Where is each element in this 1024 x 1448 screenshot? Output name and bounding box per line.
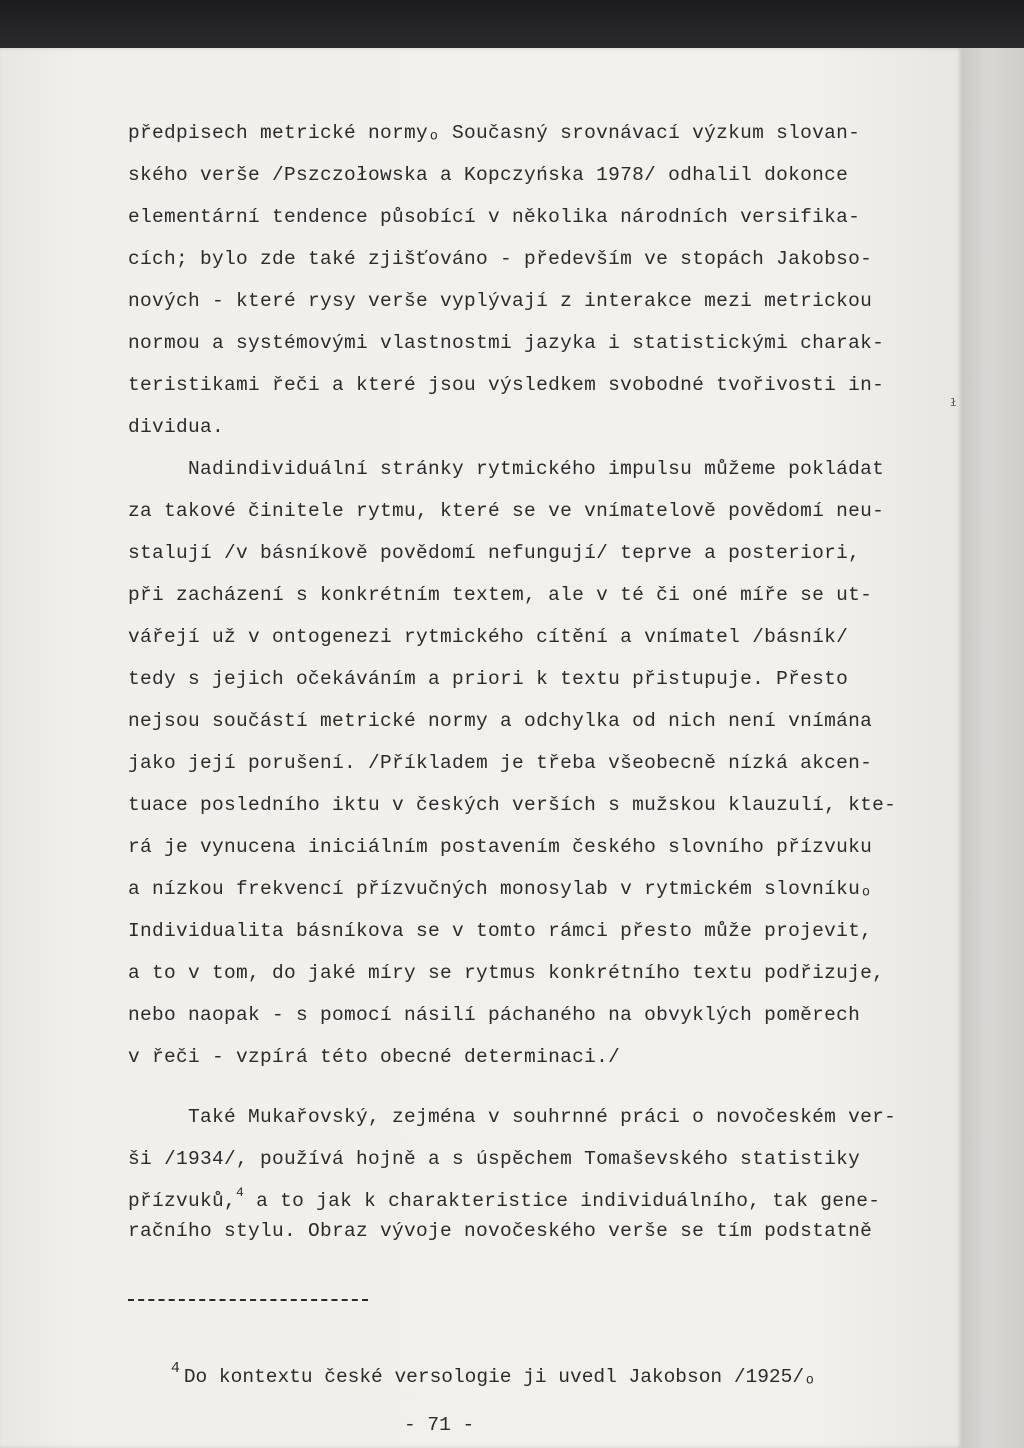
text-line: cích; bylo zde také zjišťováno - především ve stopách Jakobso- [128,248,873,270]
body-text [128,48,918,1242]
text-fragment: a to jak k charakteristice individuálního, tak gene- [256,1190,881,1212]
document-page [0,48,962,1448]
text-line: račního stylu. Obraz vývoje novočeského verše se tím podstatně [128,1220,873,1242]
text-line: předpisech metrické normyₒ Současný srovnávací výzkum slovan- [128,122,861,144]
text-line: ského verše /Pszczołowska a Kopczyńska 1978/ odhalil dokonce [128,164,849,186]
footnote-reference: 4 [236,1185,245,1200]
paragraph-start-line: Také Mukařovský, zejména v souhrnné práci o novočeském ver- [188,1106,897,1128]
footnote-separator [128,1299,368,1301]
text-line: elementární tendence působící v několika národních versifika- [128,206,861,228]
text-line: Individualita básníkova se v tomto rámci přesto může projevit, [128,920,873,942]
scanner-top-edge [0,0,1024,50]
text-line: za takové činitele rytmu, které se ve vnímatelově povědomí neu- [128,500,885,522]
text-line: tuace posledního iktu v českých verších s mužskou klauzulí, kte- [128,794,897,816]
text-line: stalují /v básníkově povědomí nefungují/ teprve a posteriori, [128,542,861,564]
text-line: jako její porušení. /Příkladem je třeba všeobecně nízká akcen- [128,752,873,774]
text-line: normou a systémovými vlastnostmi jazyka i statistickými charak- [128,332,885,354]
text-line: ši /1934/, používá hojně a s úspěchem Tomaševského statistiky [128,1148,861,1170]
text-line: nových - které rysy verše vyplývají z interakce mezi metrickou [128,290,873,312]
stray-mark: ł [950,398,957,410]
text-line: nebo naopak - s pomocí násilí páchaného na obvyklých poměrech [128,1004,861,1026]
text-line: při zacházení s konkrétním textem, ale v té či oné míře se ut- [128,584,873,606]
footnote [124,1344,816,1410]
text-line: a nízkou frekvencí přízvučných monosylab v rytmickém slovníkuₒ [128,878,873,900]
page-number: - 71 - [404,1414,475,1436]
text-line: v řeči - vzpírá této obecné determinaci./ [128,1046,621,1068]
scanner-right-edge [962,48,1024,1448]
paragraph-start-line: Nadindividuální stránky rytmického impulsu můžeme pokládat [188,458,885,480]
footnote-text: Do kontextu české versologie ji uvedl Jakobson /1925/ₒ [183,1366,816,1388]
text-fragment: přízvuků, [128,1190,237,1212]
text-line: vářejí už v ontogenezi rytmického cítění a vnímatel /básník/ [128,626,849,648]
text-line-with-footnote-ref [128,1185,881,1214]
text-line: rá je vynucena iniciálním postavením českého slovního přízvuku [128,836,873,858]
text-line: nejsou součástí metrické normy a odchylka od nich není vnímána [128,710,873,732]
text-line: teristikami řeči a které jsou výsledkem svobodné tvořivosti in- [128,374,885,396]
text-line: tedy s jejich očekáváním a priori k textu přistupuje. Přesto [128,668,849,690]
text-line: dividua. [128,416,225,438]
text-line: a to v tom, do jaké míry se rytmus konkrétního textu podřizuje, [128,962,885,984]
footnote-number: 4 [170,1360,180,1377]
